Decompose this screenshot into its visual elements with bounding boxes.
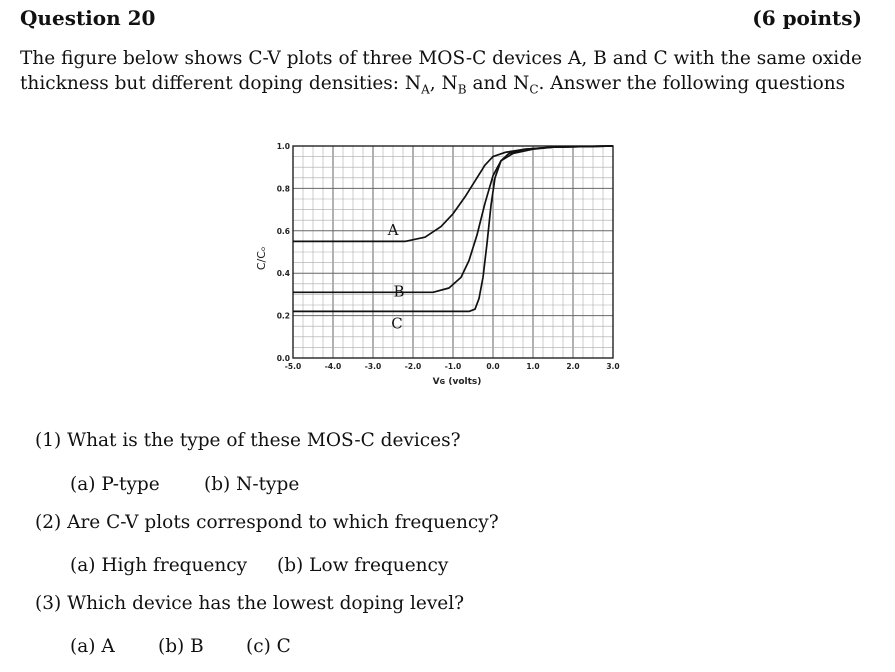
- annotation-A: A: [387, 221, 399, 240]
- question-2: (2) Are C-V plots correspond to which frequency?: [35, 512, 499, 533]
- x-tick-label: -3.0: [364, 362, 382, 371]
- y-tick-label: 0.8: [276, 184, 290, 194]
- q3-option-c[interactable]: (c) C: [246, 636, 291, 657]
- intro-text-2: , N: [429, 73, 458, 94]
- intro-sub-c: C: [529, 82, 539, 97]
- q1-option-b[interactable]: (b) N-type: [204, 474, 300, 495]
- y-tick-label: 1.0: [276, 142, 290, 151]
- y-tick-label: 0.6: [276, 226, 290, 236]
- x-tick-label: 3.0: [606, 362, 620, 371]
- question-header: [20, 6, 862, 34]
- y-tick-label: 0.4: [276, 269, 290, 279]
- y-tick-label: 0.2: [276, 311, 290, 321]
- intro-sub-a: A: [421, 82, 430, 97]
- x-axis-label: Vɢ (volts): [432, 377, 482, 387]
- x-tick-label: -4.0: [324, 362, 342, 371]
- question-intro: [20, 46, 862, 103]
- x-tick-label: -1.0: [444, 362, 462, 371]
- x-tick-label: -5.0: [284, 362, 302, 371]
- y-tick-label: 0.0: [276, 354, 290, 363]
- q2-option-b[interactable]: (b) Low frequency: [277, 555, 449, 576]
- intro-text-3: and N: [466, 73, 530, 94]
- question-title: Question 20: [20, 6, 156, 30]
- question-1: (1) What is the type of these MOS-C devices?: [35, 430, 461, 451]
- plot-grid: [293, 146, 613, 358]
- cv-plot-figure: [245, 128, 645, 408]
- q3-option-a[interactable]: (a) A: [70, 636, 115, 657]
- intro-sub-b: B: [457, 82, 467, 97]
- question-points: (6 points): [752, 6, 862, 30]
- x-tick-label: 1.0: [526, 362, 540, 371]
- q1-option-a[interactable]: (a) P-type: [70, 474, 160, 495]
- q2-option-a[interactable]: (a) High frequency: [70, 555, 248, 576]
- question-3: (3) Which device has the lowest doping level?: [35, 593, 465, 614]
- q3-option-b[interactable]: (b) B: [158, 636, 204, 657]
- cv-plot: [245, 128, 645, 408]
- y-axis-label: C/Cₒ: [255, 246, 268, 271]
- x-tick-label: 2.0: [566, 362, 580, 371]
- annotation-C: C: [391, 314, 403, 333]
- intro-text-4: . Answer the following questions: [538, 73, 846, 94]
- intro-text-1: The figure below shows C-V plots of three MOS-C devices A, B and C with the same oxide thickness but different doping densities: N: [20, 48, 862, 94]
- x-tick-label: 0.0: [486, 362, 500, 371]
- x-tick-label: -2.0: [404, 362, 422, 371]
- annotation-B: B: [393, 282, 405, 301]
